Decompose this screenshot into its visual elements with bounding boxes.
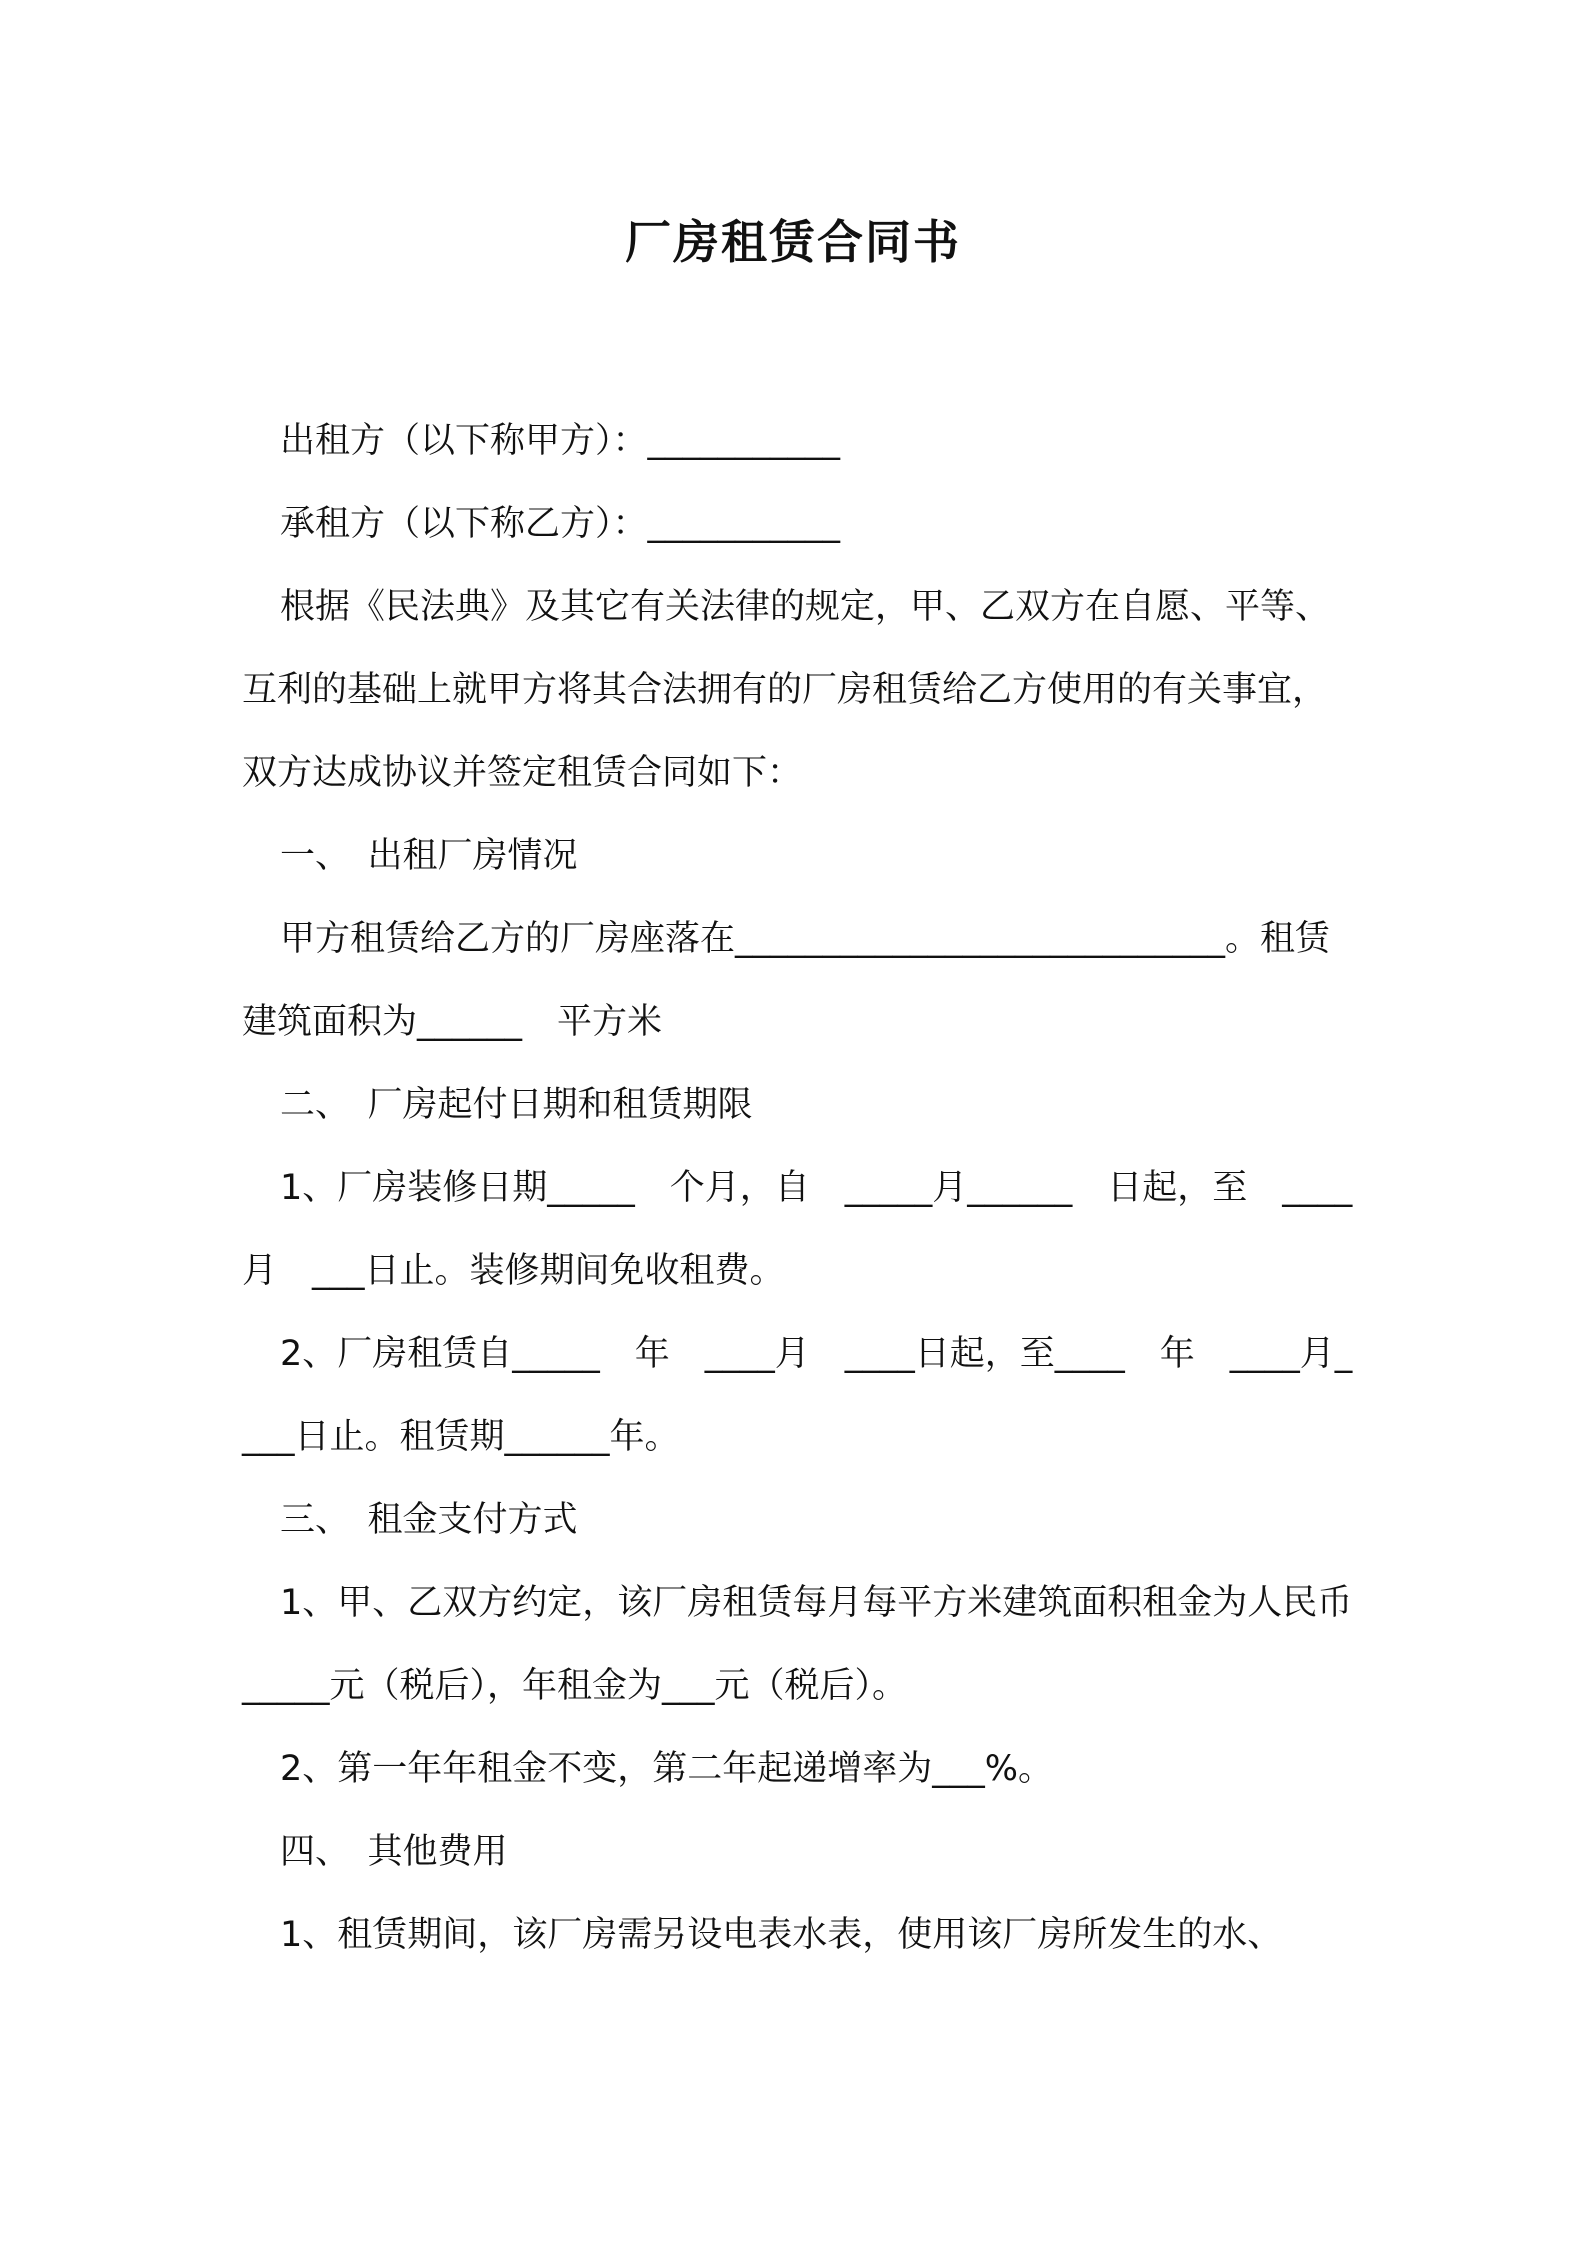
section-heading-2: 二、 厂房起付日期和租赁期限	[280, 1085, 753, 1125]
section-heading-4: 四、 其他费用	[280, 1832, 508, 1872]
lessee-line: 承租方（以下称乙方）：___________	[280, 504, 841, 544]
preamble-paragraph: 根据《民法典》及其它有关法律的规定，甲、乙双方在自愿、平等、互利的基础上就甲方将其合法拥有的厂房租赁给乙方使用的有关事宜，双方达成协议并签定租赁合同如下：	[242, 587, 1331, 793]
rent-amount-paragraph: 1、甲、乙双方约定，该厂房租赁每月每平方米建筑面积租金为人民币_____元（税后），年租金为___元（税后）。	[242, 1583, 1353, 1706]
document-title: 厂房租赁合同书	[625, 215, 961, 269]
lease-term-paragraph: 2、厂房租赁自_____ 年 ____月 ____日起，至____ 年 ____月____日止。租赁期______年。	[242, 1334, 1353, 1457]
document-body	[242, 400, 1357, 1977]
factory-location-paragraph: 甲方租赁给乙方的厂房座落在____________________________。租赁建筑面积为______ 平方米	[242, 919, 1331, 1042]
section-heading-3: 三、 租金支付方式	[280, 1500, 578, 1540]
lessor-line: 出租方（以下称甲方）：___________	[280, 421, 841, 461]
renovation-period-paragraph: 1、厂房装修日期_____ 个月，自 _____月______ 日起，至 ____月 ___日止。装修期间免收租费。	[242, 1168, 1353, 1291]
rent-increase-paragraph: 2、第一年年租金不变，第二年起递增率为___%。	[280, 1749, 1054, 1789]
other-fees-paragraph: 1、租赁期间，该厂房需另设电表水表，使用该厂房所发生的水、	[280, 1915, 1283, 1955]
section-heading-1: 一、 出租厂房情况	[280, 836, 578, 876]
